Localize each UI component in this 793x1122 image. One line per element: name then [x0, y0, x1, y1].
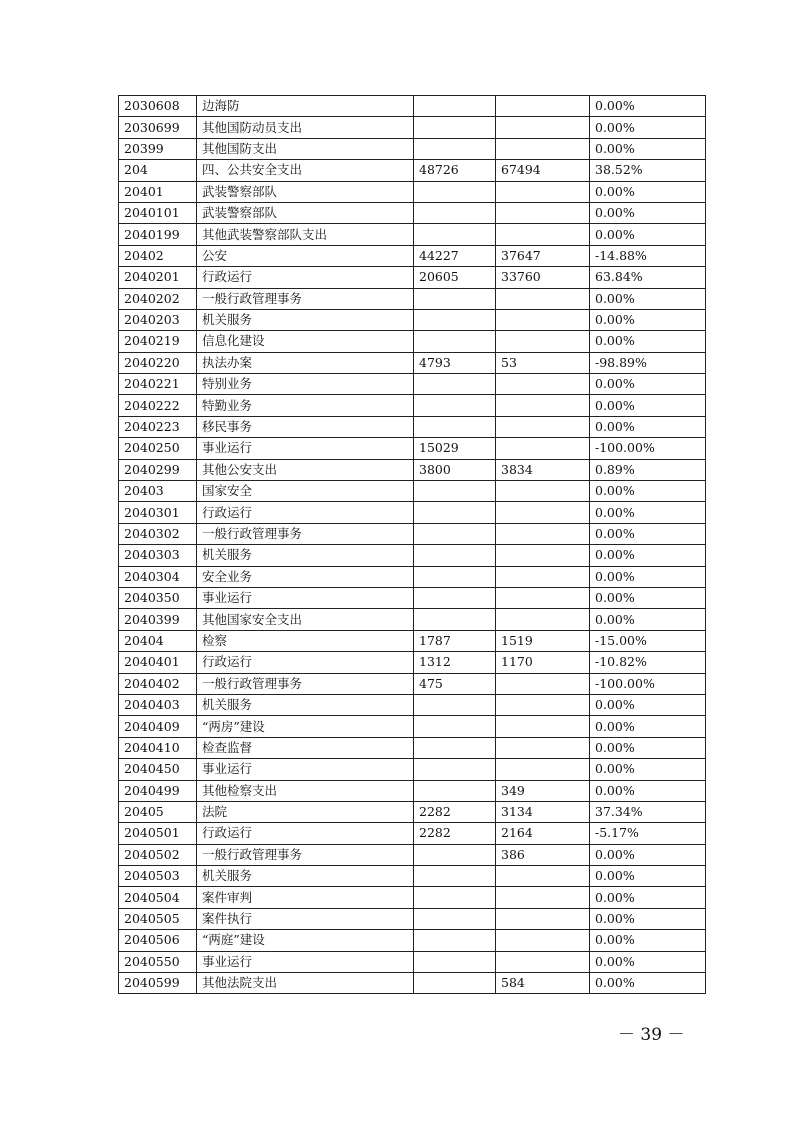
value-cell-2 — [496, 288, 590, 309]
value-cell-1: 1312 — [414, 652, 496, 673]
code-cell: 2040501 — [119, 823, 197, 844]
name-cell: “两庭”建设 — [197, 930, 414, 951]
value-cell-1: 2282 — [414, 823, 496, 844]
table-row — [119, 866, 706, 887]
table-row — [119, 523, 706, 544]
value-cell-2 — [496, 138, 590, 159]
code-cell: 2040201 — [119, 267, 197, 288]
table-row — [119, 630, 706, 651]
value-cell-2: 53 — [496, 352, 590, 373]
value-cell-2 — [496, 737, 590, 758]
name-cell: 公安 — [197, 245, 414, 266]
name-cell: 执法办案 — [197, 352, 414, 373]
name-cell: 武装警察部队 — [197, 202, 414, 223]
value-cell-2: 584 — [496, 973, 590, 994]
code-cell: 20403 — [119, 481, 197, 502]
value-cell-1 — [414, 951, 496, 972]
value-cell-2 — [496, 930, 590, 951]
value-cell-2 — [496, 202, 590, 223]
name-cell: 行政运行 — [197, 502, 414, 523]
value-cell-2 — [496, 117, 590, 138]
code-cell: 2040250 — [119, 438, 197, 459]
percent-cell: -10.82% — [590, 652, 706, 673]
table-row — [119, 138, 706, 159]
name-cell: 事业运行 — [197, 759, 414, 780]
table-row — [119, 288, 706, 309]
value-cell-1 — [414, 288, 496, 309]
value-cell-2 — [496, 566, 590, 587]
table-row — [119, 374, 706, 395]
code-cell: 20399 — [119, 138, 197, 159]
name-cell: 检察 — [197, 630, 414, 651]
value-cell-1 — [414, 224, 496, 245]
percent-cell: 0.89% — [590, 459, 706, 480]
value-cell-2: 2164 — [496, 823, 590, 844]
code-cell: 2040401 — [119, 652, 197, 673]
code-cell: 2040403 — [119, 694, 197, 715]
table-row — [119, 609, 706, 630]
name-cell: 机关服务 — [197, 694, 414, 715]
table-body — [119, 96, 706, 994]
name-cell: 其他国家安全支出 — [197, 609, 414, 630]
name-cell: 法院 — [197, 801, 414, 822]
code-cell: 2040221 — [119, 374, 197, 395]
code-cell: 2040499 — [119, 780, 197, 801]
value-cell-1 — [414, 331, 496, 352]
percent-cell: 0.00% — [590, 887, 706, 908]
name-cell: 机关服务 — [197, 866, 414, 887]
value-cell-1 — [414, 502, 496, 523]
name-cell: 事业运行 — [197, 438, 414, 459]
value-cell-1 — [414, 866, 496, 887]
code-cell: 20402 — [119, 245, 197, 266]
table-row — [119, 96, 706, 117]
name-cell: 行政运行 — [197, 823, 414, 844]
value-cell-2: 349 — [496, 780, 590, 801]
value-cell-2 — [496, 609, 590, 630]
value-cell-1 — [414, 523, 496, 544]
code-cell: 2040599 — [119, 973, 197, 994]
percent-cell: -5.17% — [590, 823, 706, 844]
name-cell: 一般行政管理事务 — [197, 844, 414, 865]
name-cell: 一般行政管理事务 — [197, 288, 414, 309]
table-row — [119, 930, 706, 951]
code-cell: 2040350 — [119, 587, 197, 608]
table-row — [119, 438, 706, 459]
value-cell-1 — [414, 759, 496, 780]
name-cell: 事业运行 — [197, 951, 414, 972]
value-cell-2 — [496, 887, 590, 908]
percent-cell: 0.00% — [590, 481, 706, 502]
table-row — [119, 587, 706, 608]
table-row — [119, 395, 706, 416]
code-cell: 2040450 — [119, 759, 197, 780]
value-cell-1 — [414, 181, 496, 202]
percent-cell: 0.00% — [590, 587, 706, 608]
code-cell: 2040222 — [119, 395, 197, 416]
code-cell: 2040409 — [119, 716, 197, 737]
name-cell: 特勤业务 — [197, 395, 414, 416]
table-row — [119, 737, 706, 758]
name-cell: 事业运行 — [197, 587, 414, 608]
value-cell-1: 44227 — [414, 245, 496, 266]
percent-cell: 0.00% — [590, 374, 706, 395]
percent-cell: -100.00% — [590, 438, 706, 459]
value-cell-1 — [414, 844, 496, 865]
table-row — [119, 245, 706, 266]
name-cell: 机关服务 — [197, 309, 414, 330]
percent-cell: 0.00% — [590, 716, 706, 737]
code-cell: 2040502 — [119, 844, 197, 865]
table-row — [119, 352, 706, 373]
percent-cell: 63.84% — [590, 267, 706, 288]
value-cell-1 — [414, 737, 496, 758]
name-cell: 武装警察部队 — [197, 181, 414, 202]
name-cell: 国家安全 — [197, 481, 414, 502]
table-row — [119, 202, 706, 223]
percent-cell: -100.00% — [590, 673, 706, 694]
value-cell-1: 475 — [414, 673, 496, 694]
percent-cell: 0.00% — [590, 866, 706, 887]
value-cell-2 — [496, 395, 590, 416]
code-cell: 2040302 — [119, 523, 197, 544]
percent-cell: 0.00% — [590, 908, 706, 929]
value-cell-1 — [414, 138, 496, 159]
code-cell: 20401 — [119, 181, 197, 202]
table-row — [119, 694, 706, 715]
name-cell: 检查监督 — [197, 737, 414, 758]
table-row — [119, 117, 706, 138]
table-row — [119, 224, 706, 245]
percent-cell: 0.00% — [590, 780, 706, 801]
code-cell: 2040101 — [119, 202, 197, 223]
percent-cell: 0.00% — [590, 395, 706, 416]
value-cell-1: 20605 — [414, 267, 496, 288]
value-cell-2 — [496, 374, 590, 395]
value-cell-2 — [496, 673, 590, 694]
name-cell: 其他武装警察部队支出 — [197, 224, 414, 245]
table-row — [119, 481, 706, 502]
code-cell: 2040220 — [119, 352, 197, 373]
percent-cell: 38.52% — [590, 160, 706, 181]
budget-table — [118, 95, 706, 994]
value-cell-1 — [414, 309, 496, 330]
percent-cell: 0.00% — [590, 973, 706, 994]
table-row — [119, 652, 706, 673]
value-cell-2 — [496, 224, 590, 245]
table-row — [119, 801, 706, 822]
code-cell: 2040505 — [119, 908, 197, 929]
table-row — [119, 160, 706, 181]
percent-cell: 0.00% — [590, 331, 706, 352]
code-cell: 2040402 — [119, 673, 197, 694]
name-cell: 一般行政管理事务 — [197, 673, 414, 694]
value-cell-1: 48726 — [414, 160, 496, 181]
name-cell: 其他检察支出 — [197, 780, 414, 801]
code-cell: 20404 — [119, 630, 197, 651]
percent-cell: 0.00% — [590, 844, 706, 865]
name-cell: 信息化建设 — [197, 331, 414, 352]
code-cell: 2040299 — [119, 459, 197, 480]
value-cell-1 — [414, 908, 496, 929]
percent-cell: 0.00% — [590, 566, 706, 587]
percent-cell: 0.00% — [590, 288, 706, 309]
value-cell-2 — [496, 96, 590, 117]
percent-cell: 0.00% — [590, 502, 706, 523]
value-cell-1 — [414, 374, 496, 395]
value-cell-2: 3134 — [496, 801, 590, 822]
code-cell: 2040550 — [119, 951, 197, 972]
value-cell-2: 37647 — [496, 245, 590, 266]
code-cell: 204 — [119, 160, 197, 181]
code-cell: 2030608 — [119, 96, 197, 117]
value-cell-2 — [496, 545, 590, 566]
value-cell-2: 3834 — [496, 459, 590, 480]
value-cell-1 — [414, 416, 496, 437]
table-row — [119, 459, 706, 480]
value-cell-1 — [414, 395, 496, 416]
value-cell-1 — [414, 716, 496, 737]
value-cell-2 — [496, 908, 590, 929]
name-cell: 案件审判 — [197, 887, 414, 908]
value-cell-1: 4793 — [414, 352, 496, 373]
table-row — [119, 844, 706, 865]
value-cell-1 — [414, 780, 496, 801]
value-cell-1 — [414, 545, 496, 566]
page-number: － 39 － — [618, 1025, 685, 1045]
table-row — [119, 716, 706, 737]
table-row — [119, 887, 706, 908]
table-row — [119, 566, 706, 587]
value-cell-2 — [496, 694, 590, 715]
name-cell: 一般行政管理事务 — [197, 523, 414, 544]
percent-cell: 0.00% — [590, 138, 706, 159]
table-row — [119, 309, 706, 330]
table-row — [119, 545, 706, 566]
code-cell: 2040199 — [119, 224, 197, 245]
name-cell: 案件执行 — [197, 908, 414, 929]
code-cell: 2040223 — [119, 416, 197, 437]
percent-cell: 0.00% — [590, 117, 706, 138]
value-cell-2 — [496, 523, 590, 544]
value-cell-2: 1170 — [496, 652, 590, 673]
code-cell: 2040504 — [119, 887, 197, 908]
code-cell: 2040301 — [119, 502, 197, 523]
value-cell-2: 67494 — [496, 160, 590, 181]
value-cell-1 — [414, 587, 496, 608]
value-cell-1: 3800 — [414, 459, 496, 480]
value-cell-1 — [414, 566, 496, 587]
percent-cell: 0.00% — [590, 416, 706, 437]
percent-cell: 0.00% — [590, 202, 706, 223]
percent-cell: 0.00% — [590, 737, 706, 758]
value-cell-2 — [496, 587, 590, 608]
percent-cell: 0.00% — [590, 523, 706, 544]
value-cell-1 — [414, 481, 496, 502]
percent-cell: 0.00% — [590, 96, 706, 117]
percent-cell: 0.00% — [590, 545, 706, 566]
table-row — [119, 502, 706, 523]
percent-cell: -15.00% — [590, 630, 706, 651]
value-cell-2 — [496, 759, 590, 780]
table-row — [119, 823, 706, 844]
value-cell-2: 386 — [496, 844, 590, 865]
table-row — [119, 181, 706, 202]
name-cell: 四、公共安全支出 — [197, 160, 414, 181]
table-row — [119, 973, 706, 994]
code-cell: 2040202 — [119, 288, 197, 309]
code-cell: 2040303 — [119, 545, 197, 566]
name-cell: 边海防 — [197, 96, 414, 117]
code-cell: 2040203 — [119, 309, 197, 330]
table-row — [119, 951, 706, 972]
table-row — [119, 780, 706, 801]
code-cell: 2040399 — [119, 609, 197, 630]
value-cell-1: 15029 — [414, 438, 496, 459]
value-cell-2: 33760 — [496, 267, 590, 288]
table-row — [119, 908, 706, 929]
name-cell: 安全业务 — [197, 566, 414, 587]
value-cell-2 — [496, 502, 590, 523]
value-cell-2 — [496, 716, 590, 737]
code-cell: 2040503 — [119, 866, 197, 887]
name-cell: 特别业务 — [197, 374, 414, 395]
value-cell-1 — [414, 609, 496, 630]
value-cell-2 — [496, 481, 590, 502]
value-cell-2 — [496, 416, 590, 437]
name-cell: 其他国防支出 — [197, 138, 414, 159]
value-cell-1 — [414, 930, 496, 951]
value-cell-1 — [414, 96, 496, 117]
name-cell: “两房”建设 — [197, 716, 414, 737]
code-cell: 2040219 — [119, 331, 197, 352]
percent-cell: 0.00% — [590, 951, 706, 972]
table-row — [119, 759, 706, 780]
value-cell-2 — [496, 331, 590, 352]
table-row — [119, 416, 706, 437]
table-row — [119, 331, 706, 352]
percent-cell: 0.00% — [590, 309, 706, 330]
name-cell: 行政运行 — [197, 652, 414, 673]
percent-cell: -14.88% — [590, 245, 706, 266]
value-cell-1: 2282 — [414, 801, 496, 822]
code-cell: 2030699 — [119, 117, 197, 138]
percent-cell: 0.00% — [590, 694, 706, 715]
value-cell-2: 1519 — [496, 630, 590, 651]
value-cell-2 — [496, 951, 590, 972]
code-cell: 20405 — [119, 801, 197, 822]
name-cell: 其他公安支出 — [197, 459, 414, 480]
value-cell-1 — [414, 973, 496, 994]
name-cell: 行政运行 — [197, 267, 414, 288]
value-cell-1 — [414, 117, 496, 138]
value-cell-1 — [414, 694, 496, 715]
percent-cell: 0.00% — [590, 759, 706, 780]
value-cell-1: 1787 — [414, 630, 496, 651]
table-row — [119, 673, 706, 694]
code-cell: 2040304 — [119, 566, 197, 587]
name-cell: 机关服务 — [197, 545, 414, 566]
name-cell: 其他国防动员支出 — [197, 117, 414, 138]
value-cell-2 — [496, 181, 590, 202]
table-row — [119, 267, 706, 288]
value-cell-2 — [496, 309, 590, 330]
percent-cell: 37.34% — [590, 801, 706, 822]
code-cell: 2040506 — [119, 930, 197, 951]
percent-cell: 0.00% — [590, 930, 706, 951]
code-cell: 2040410 — [119, 737, 197, 758]
value-cell-1 — [414, 202, 496, 223]
value-cell-2 — [496, 866, 590, 887]
value-cell-2 — [496, 438, 590, 459]
percent-cell: 0.00% — [590, 609, 706, 630]
name-cell: 移民事务 — [197, 416, 414, 437]
percent-cell: 0.00% — [590, 181, 706, 202]
percent-cell: -98.89% — [590, 352, 706, 373]
percent-cell: 0.00% — [590, 224, 706, 245]
name-cell: 其他法院支出 — [197, 973, 414, 994]
value-cell-1 — [414, 887, 496, 908]
